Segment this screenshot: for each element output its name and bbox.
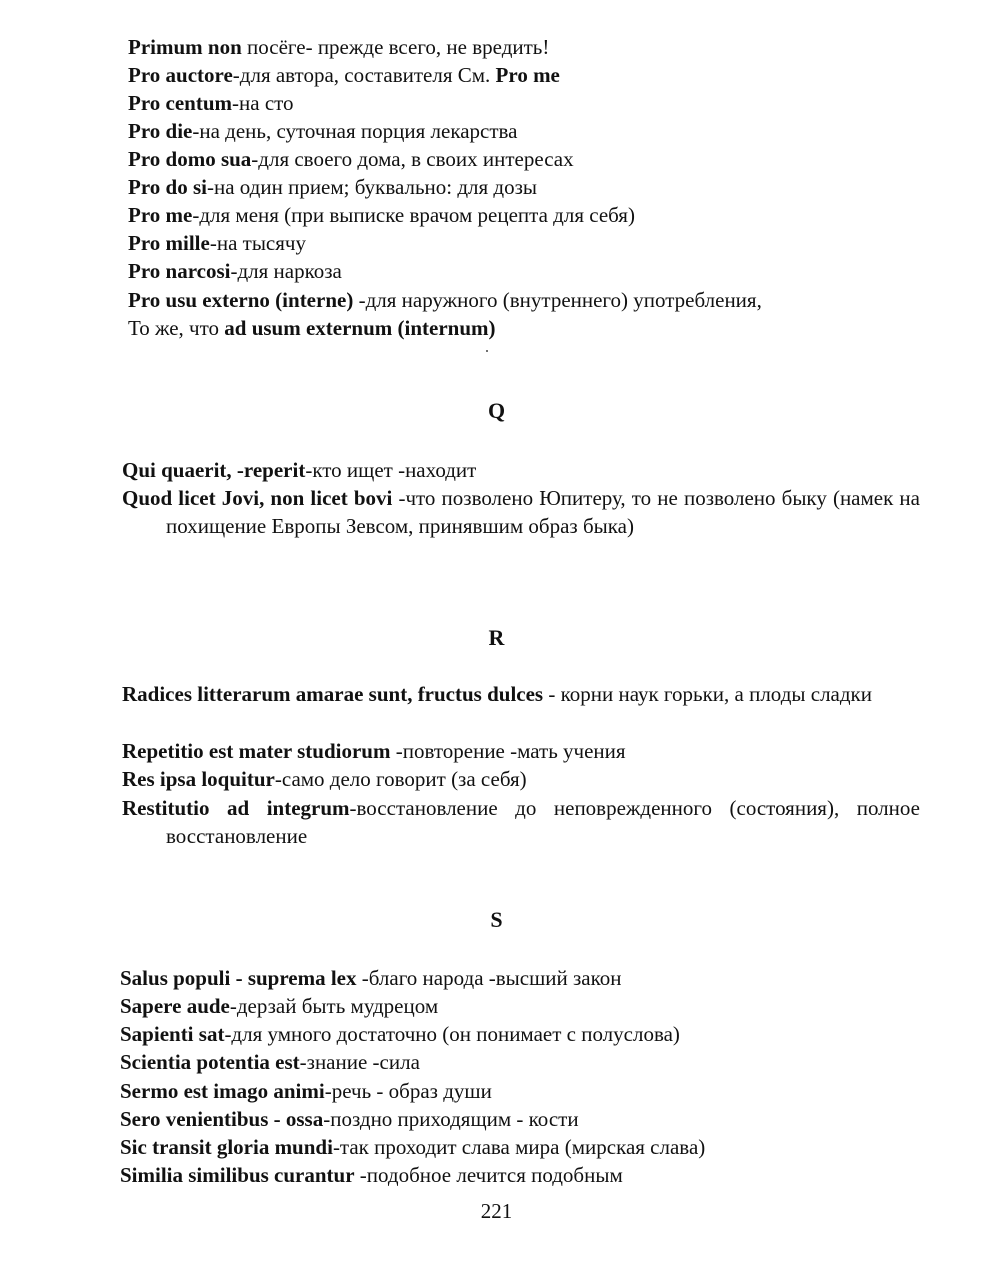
entry-quod-licet-jovi: Quod licet Jovi, non licet bovi -что позволено Юпитеру, то не позволено быку (намек на похищение Европы Зевсом, принявшим образ быка) (122, 486, 920, 538)
entry-pro-die: Pro die-на день, суточная порция лекарства (128, 119, 518, 143)
entry-similia-similibus: Similia similibus curantur -подобное лечится подобным (120, 1163, 623, 1187)
page-number: 221 (480, 1199, 513, 1223)
entry-pro-dosi: Pro do si-на один прием; буквально: для дозы (128, 175, 538, 199)
entry-sapienti-sat: Sapienti sat-для умного достаточно (он понимает с полуслова) (120, 1022, 680, 1046)
entry-pro-auctore: Pro auctore-для автора, составителя См. Pro me (128, 63, 560, 87)
entry-restitutio: Restitutio ad integrum-восстановление до неповрежденного (состояния), полное восстановление (122, 796, 920, 848)
entry-pro-narcosi: Pro narcosi-для наркоза (128, 259, 342, 283)
entry-salus-populi: Salus populi - suprema lex -благо народа -высший закон (120, 966, 622, 990)
entry-sapere-aude: Sapere aude-дерзай быть мудрецом (120, 994, 439, 1018)
entry-pro-centum: Pro centum-на сто (128, 91, 294, 115)
speck (486, 350, 488, 352)
entry-pro-mille: Pro mille-на тысячу (128, 231, 306, 255)
section-heading-q: Q (487, 398, 506, 423)
section-heading-r: R (488, 625, 505, 650)
entry-pro-usu-externo: Pro usu externo (interne) -для наружного (внутреннего) употребления, (128, 288, 762, 312)
section-heading-s: S (490, 907, 503, 932)
entry-sic-transit: Sic transit gloria mundi-так проходит слава мира (мирская слава) (120, 1135, 706, 1159)
entry-repetitio: Repetitio est mater studiorum -повторение -мать учения (122, 739, 626, 763)
entry-pro-me: Pro me-для меня (при выписке врачом рецепта для себя) (128, 203, 635, 227)
entry-sermo-est: Sermo est imago animi-речь - образ души (120, 1079, 492, 1103)
entry-qui-quaerit: Qui quaerit, -reperit-кто ищет -находит (122, 458, 477, 482)
entry-primum-non: Primum non посёге- прежде всего, не вредить! (128, 35, 550, 59)
entry-same-as: То же, что ad usum externum (internum) (128, 316, 496, 340)
entry-pro-domo-sua: Pro domo sua-для своего дома, в своих интересах (128, 147, 574, 171)
entry-sero-venientibus: Sero venientibus - ossa-поздно приходящим - кости (120, 1107, 579, 1131)
entry-res-ipsa: Res ipsa loquitur-само дело говорит (за себя) (122, 767, 527, 791)
entry-scientia-potentia: Scientia potentia est-знание -сила (120, 1050, 420, 1074)
entry-radices-litterarum: Radices litterarum amarae sunt, fructus dulces - корни наук горьки, а плоды сладки (122, 682, 872, 706)
